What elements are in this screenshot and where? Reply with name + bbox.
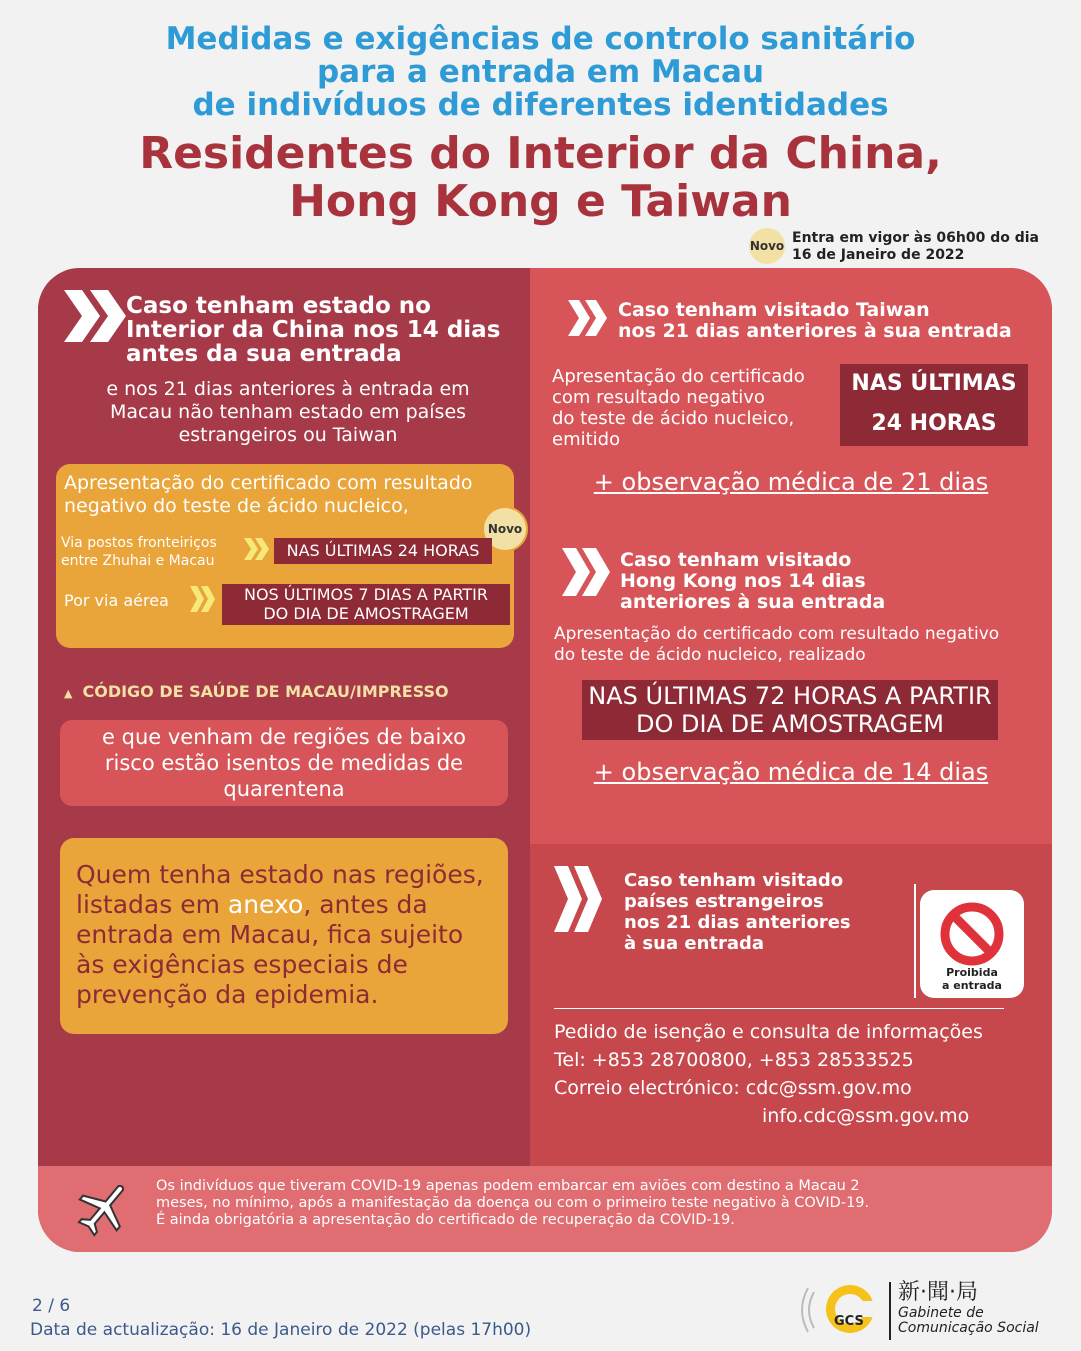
mainland-heading-line-3: antes da sua entrada	[126, 341, 402, 367]
hk-badge-line-1: NAS ÚLTIMAS 72 HORAS A PARTIR	[588, 682, 992, 710]
chevron-icon-foreign	[552, 864, 608, 938]
taiwan-badge-line-1: NAS ÚLTIMAS	[851, 371, 1017, 396]
taiwan-text-line-3: do teste de ácido nucleico,	[552, 408, 795, 429]
contact-email-2: info.cdc@ssm.gov.mo	[762, 1105, 970, 1127]
taiwan-heading-line-2: nos 21 dias anteriores à sua entrada	[618, 320, 1012, 342]
mainland-subtext-line-2: Macau não tenham estado em países	[109, 401, 467, 423]
certificate-text-line-2: negativo do teste de ácido nucleico,	[64, 495, 409, 517]
annex-line-4: às exigências especiais de	[76, 950, 408, 979]
header-line-1: Medidas e exigências de controlo sanitário	[165, 21, 916, 57]
air-badge-line-1: NOS ÚLTIMOS 7 DIAS A PARTIR	[243, 585, 488, 604]
triangle-icon: ▲	[64, 687, 73, 700]
covid-notice-text	[156, 1178, 869, 1229]
exempt-line-2: risco estão isentos de medidas de	[104, 751, 464, 775]
gcs-logo	[794, 1276, 886, 1346]
chevron-icon-hk	[560, 546, 614, 602]
taiwan-text-line-2: com resultado negativo	[552, 387, 765, 408]
foreign-heading	[624, 870, 851, 954]
annex-line-1: Quem tenha estado nas regiões,	[76, 860, 484, 889]
covid-notice-line-3: É ainda obrigatória a apresentação do certificado de recuperação da COVID-19.	[156, 1212, 735, 1228]
foreign-panel	[530, 844, 1052, 1168]
foreign-heading-line-3: nos 21 dias anteriores	[624, 912, 851, 933]
contact-line-1: Pedido de isenção e consulta de informações	[554, 1021, 983, 1043]
mainland-heading-line-2: Interior da China nos 14 dias	[126, 317, 501, 343]
exempt-line-3: quarentena	[223, 777, 345, 801]
chevron-icon	[60, 286, 130, 350]
annex-line-5: prevenção da epidemia.	[76, 980, 379, 1009]
mainland-heading	[126, 294, 526, 366]
air-label: Por via aérea	[64, 591, 169, 610]
mainland-subtext-line-3: estrangeiros ou Taiwan	[178, 424, 398, 446]
mainland-heading-line-1: Caso tenham estado no	[126, 293, 431, 319]
air-badge-line-2: DO DIA DE AMOSTRAGEM	[263, 604, 469, 623]
airplane-icon	[74, 1178, 134, 1242]
annex-text	[76, 860, 484, 1010]
divider-vertical	[914, 884, 916, 998]
annex-line-2c: , antes da	[303, 890, 428, 919]
small-chevron-icon	[242, 536, 272, 566]
hk-heading-line-2: Hong Kong nos 14 dias	[620, 570, 866, 592]
taiwan-observation: + observação médica de 21 dias	[593, 468, 989, 496]
effective-date-line-1: Entra em vigor às 06h00 do dia	[792, 230, 1039, 246]
hk-heading-line-1: Caso tenham visitado	[620, 549, 852, 571]
hk-text	[554, 624, 999, 666]
covid-notice-line-1: Os indivíduos que tiveram COVID-19 apenas podem embarcar em aviões com destino a Macau 2	[156, 1178, 860, 1194]
novo-badge-left: Novo	[482, 506, 528, 552]
taiwan-text-line-1: Apresentação do certificado	[552, 366, 805, 387]
hk-observation: + observação médica de 14 dias	[593, 758, 989, 786]
via-border-badge: NAS ÚLTIMAS 24 HORAS	[274, 538, 492, 564]
taiwan-text	[552, 366, 805, 450]
prohibited-label	[920, 966, 1024, 992]
divider-horizontal	[554, 1008, 1004, 1009]
annex-line-2a: listadas em	[76, 890, 228, 919]
novo-badge: Novo	[749, 228, 785, 264]
certificate-box	[56, 464, 523, 648]
certificate-text-line-1: Apresentação do certificado com resultado	[64, 472, 473, 494]
exempt-box	[60, 720, 508, 806]
effective-date-line-2: 16 de Janeiro de 2022	[792, 247, 965, 263]
contact-phone: Tel: +853 28700800, +853 28533525	[554, 1049, 914, 1071]
foreign-heading-line-4: à sua entrada	[624, 933, 765, 954]
taiwan-heading-line-1: Caso tenham visitado Taiwan	[618, 299, 930, 321]
foreign-heading-line-2: países estrangeiros	[624, 891, 824, 912]
annex-link[interactable]: anexo	[227, 890, 304, 919]
via-border-line-2: entre Zhuhai e Macau	[61, 553, 215, 569]
page-indicator: 2 / 6	[32, 1296, 71, 1316]
hk-heading	[620, 550, 885, 613]
prohibited-card	[920, 890, 1024, 998]
small-chevron-icon-2	[188, 584, 218, 618]
via-border-line-1: Via postos fronteiriços	[61, 535, 217, 551]
prohibited-line-2: a entrada	[942, 979, 1002, 992]
air-badge	[222, 584, 510, 625]
mainland-subtext	[58, 378, 518, 447]
taiwan-badge	[840, 364, 1028, 446]
annex-line-3: entrada em Macau, fica sujeito	[76, 920, 464, 949]
hk-heading-line-3: anteriores à sua entrada	[620, 591, 886, 613]
gcs-logo-text	[898, 1280, 1039, 1336]
gcs-logo-mark: GCS	[834, 1314, 864, 1329]
exempt-line-1: e que venham de regiões de baixo	[102, 725, 466, 749]
via-border-label	[61, 534, 217, 570]
hk-text-line-1: Apresentação do certificado com resultado negativo	[554, 624, 1000, 644]
main-card	[38, 268, 1052, 1252]
page-title-line-2: Hong Kong e Taiwan	[289, 176, 792, 227]
prohibited-line-1: Proibida	[946, 966, 998, 979]
foreign-heading-line-1: Caso tenham visitado	[624, 870, 844, 891]
effective-date	[792, 230, 1039, 264]
header-line-3: de indivíduos de diferentes identidades	[192, 87, 889, 123]
hk-badge	[582, 680, 998, 740]
mainland-panel	[38, 268, 530, 1168]
logo-portuguese-2: Comunicação Social	[898, 1320, 1039, 1336]
header-line-2: para a entrada em Macau	[316, 54, 765, 90]
health-code-text: CÓDIGO DE SAÚDE DE MACAU/IMPRESSO	[82, 682, 449, 701]
contact-email-1: Correio electrónico: cdc@ssm.gov.mo	[554, 1077, 912, 1099]
taiwan-hk-panel	[530, 268, 1052, 844]
annex-box	[60, 838, 508, 1034]
taiwan-badge-line-2: 24 HORAS	[871, 411, 997, 436]
covid-notice-line-2: meses, no mínimo, após a manifestação da doença ou com o primeiro teste negativo à COVID-19.	[156, 1195, 870, 1211]
health-code-label	[64, 682, 449, 701]
hk-text-line-2: do teste de ácido nucleico, realizado	[554, 645, 866, 665]
annex-line-2	[76, 890, 484, 920]
hk-badge-line-2: DO DIA DE AMOSTRAGEM	[636, 710, 944, 738]
taiwan-text-line-4: emitido	[552, 429, 621, 450]
chevron-icon-taiwan	[566, 298, 610, 342]
exempt-text	[60, 724, 508, 802]
page-title-line-1: Residentes do Interior da China,	[139, 128, 942, 179]
logo-portuguese-1: Gabinete de	[898, 1305, 984, 1321]
contact-info	[554, 1018, 983, 1130]
updated-date: Data de actualização: 16 de Janeiro de 2022 (pelas 17h00)	[30, 1320, 532, 1340]
certificate-text	[64, 472, 473, 518]
prohibited-icon	[938, 900, 1006, 972]
taiwan-heading	[618, 300, 1012, 342]
logo-divider	[889, 1282, 891, 1340]
mainland-subtext-line-1: e nos 21 dias anteriores à entrada em	[106, 378, 470, 400]
covid-notice-band	[38, 1166, 1052, 1252]
logo-chinese: 新·聞·局	[898, 1280, 978, 1305]
